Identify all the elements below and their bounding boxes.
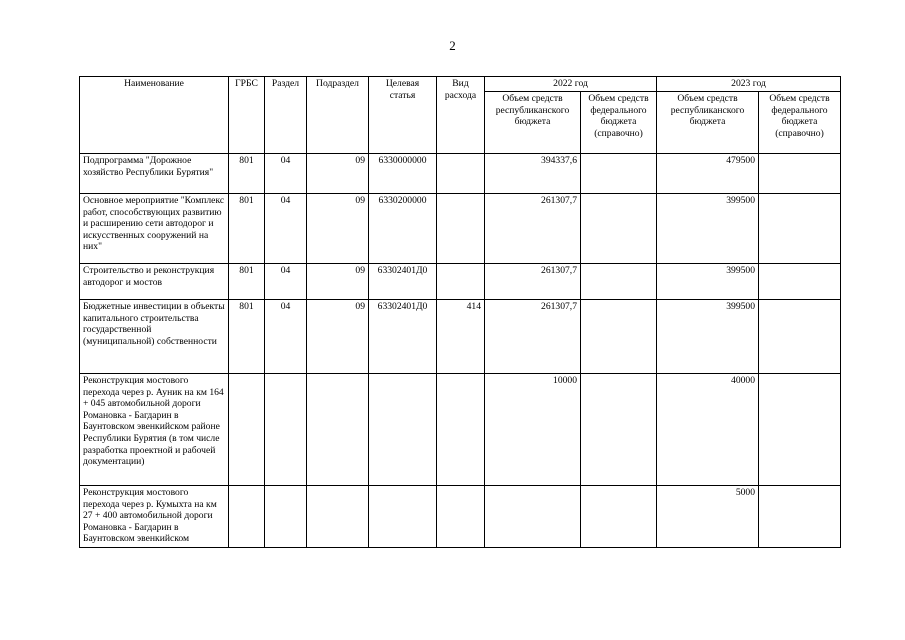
- cell-fed-2022: [581, 486, 657, 548]
- col-header-fed-2022: Объем средств федерального бюджета (справочно): [581, 92, 657, 154]
- cell-fed-2022: [581, 374, 657, 486]
- col-header-rep-2022: Объем средств республиканского бюджета: [485, 92, 581, 154]
- table-row: [80, 154, 841, 194]
- cell-rep-2022: 394337,6: [485, 154, 581, 194]
- cell-fed-2023: [759, 194, 841, 264]
- cell-rep-2022: 261307,7: [485, 300, 581, 374]
- cell-podrazdel: 09: [307, 154, 369, 194]
- col-header-rep-2023: Объем средств республиканского бюджета: [657, 92, 759, 154]
- cell-razdel: 04: [265, 264, 307, 300]
- table-row: [80, 374, 841, 486]
- cell-rep-2023: 40000: [657, 374, 759, 486]
- col-header-target: Целевая статья: [369, 77, 437, 154]
- cell-vid: 414: [437, 300, 485, 374]
- cell-podrazdel: 09: [307, 300, 369, 374]
- cell-grbs: 801: [229, 154, 265, 194]
- cell-vid: [437, 154, 485, 194]
- cell-grbs: 801: [229, 264, 265, 300]
- table-body: [80, 154, 841, 548]
- cell-vid: [437, 194, 485, 264]
- cell-vid: [437, 486, 485, 548]
- col-header-razdel: Раздел: [265, 77, 307, 154]
- cell-name: Строительство и реконструкция автодорог и мостов: [80, 264, 229, 300]
- table-row: [80, 194, 841, 264]
- cell-rep-2022: 261307,7: [485, 264, 581, 300]
- cell-name: Реконструкция мостового перехода через р. Кумыхта на км 27 + 400 автомобильной дороги Романовка - Багдарин в Баунтовском эвенкийском: [80, 486, 229, 548]
- cell-name: Подпрограмма "Дорожное хозяйство Республики Бурятия": [80, 154, 229, 194]
- col-header-year-2022: 2022 год: [485, 77, 657, 92]
- cell-target: 63302401Д0: [369, 264, 437, 300]
- cell-name: Реконструкция мостового перехода через р. Ауник на км 164 + 045 автомобильной дороги Романовка - Багдарин в Баунтовском эвенкийском районе Республики Бурятия (в том числе разработка проектной и рабочей документации): [80, 374, 229, 486]
- col-header-podrazdel: Подраздел: [307, 77, 369, 154]
- cell-target: [369, 486, 437, 548]
- cell-fed-2023: [759, 300, 841, 374]
- cell-podrazdel: [307, 374, 369, 486]
- cell-razdel: 04: [265, 154, 307, 194]
- cell-fed-2023: [759, 374, 841, 486]
- cell-rep-2023: 399500: [657, 300, 759, 374]
- col-header-vid: Вид расхода: [437, 77, 485, 154]
- cell-rep-2022: 10000: [485, 374, 581, 486]
- table-row: [80, 264, 841, 300]
- cell-fed-2023: [759, 486, 841, 548]
- header-row-1: [80, 77, 841, 92]
- col-header-name: Наименование: [80, 77, 229, 154]
- cell-fed-2022: [581, 300, 657, 374]
- cell-podrazdel: 09: [307, 194, 369, 264]
- cell-razdel: 04: [265, 300, 307, 374]
- cell-podrazdel: 09: [307, 264, 369, 300]
- cell-vid: [437, 374, 485, 486]
- cell-rep-2022: 261307,7: [485, 194, 581, 264]
- cell-target: 6330000000: [369, 154, 437, 194]
- cell-grbs: [229, 486, 265, 548]
- cell-target: 63302401Д0: [369, 300, 437, 374]
- cell-name: Бюджетные инвестиции в объекты капитального строительства государственной (муниципальной) собственности: [80, 300, 229, 374]
- cell-name: Основное мероприятие "Комплекс работ, способствующих развитию и расширению сети автодорог и искусственных сооружений на них": [80, 194, 229, 264]
- cell-fed-2022: [581, 154, 657, 194]
- cell-fed-2022: [581, 264, 657, 300]
- col-header-grbs: ГРБС: [229, 77, 265, 154]
- table-row: [80, 300, 841, 374]
- cell-rep-2023: 479500: [657, 154, 759, 194]
- table-row: [80, 486, 841, 548]
- col-header-fed-2023: Объем средств федерального бюджета (справочно): [759, 92, 841, 154]
- cell-razdel: 04: [265, 194, 307, 264]
- cell-grbs: [229, 374, 265, 486]
- cell-razdel: [265, 374, 307, 486]
- cell-podrazdel: [307, 486, 369, 548]
- cell-vid: [437, 264, 485, 300]
- page-number: 2: [449, 38, 456, 53]
- cell-fed-2022: [581, 194, 657, 264]
- cell-fed-2023: [759, 264, 841, 300]
- cell-grbs: 801: [229, 194, 265, 264]
- budget-table: [79, 76, 841, 548]
- cell-fed-2023: [759, 154, 841, 194]
- cell-rep-2023: 399500: [657, 264, 759, 300]
- col-header-year-2023: 2023 год: [657, 77, 841, 92]
- cell-target: 6330200000: [369, 194, 437, 264]
- cell-target: [369, 374, 437, 486]
- cell-razdel: [265, 486, 307, 548]
- cell-grbs: 801: [229, 300, 265, 374]
- cell-rep-2022: [485, 486, 581, 548]
- cell-rep-2023: 5000: [657, 486, 759, 548]
- cell-rep-2023: 399500: [657, 194, 759, 264]
